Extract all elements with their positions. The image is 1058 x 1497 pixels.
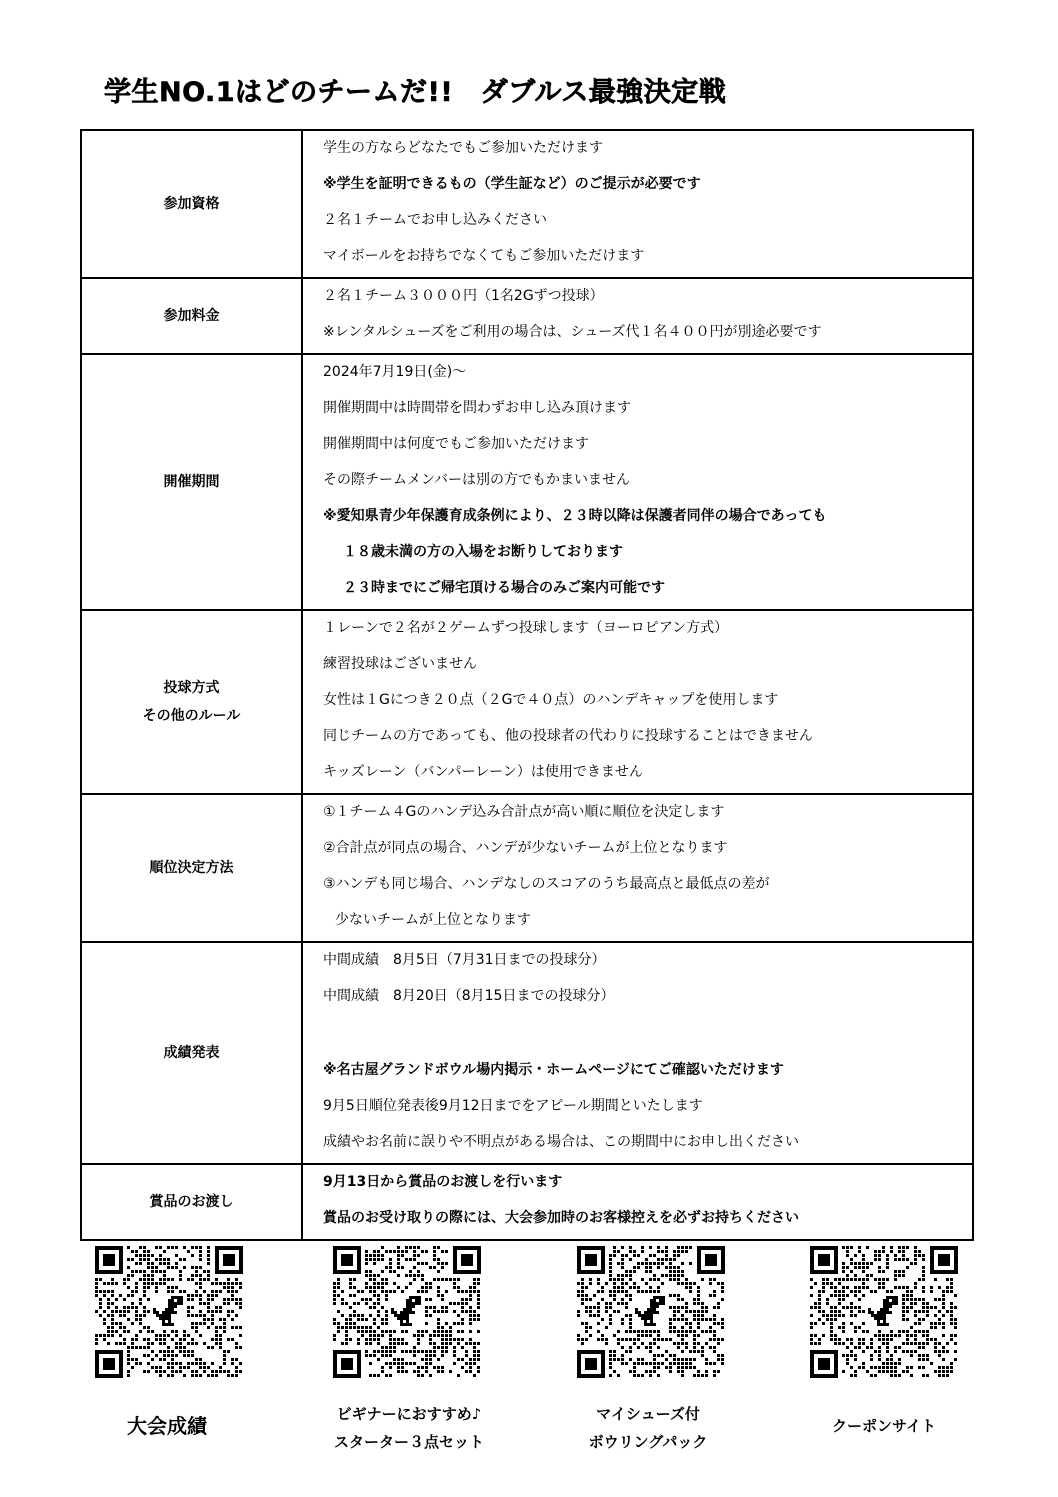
qr-label-line: 大会成績: [127, 1414, 207, 1438]
table-row: [81, 278, 973, 354]
qr-code-row: [0, 1240, 1058, 1480]
table-row: [81, 354, 973, 610]
info-table: [80, 129, 974, 1241]
qr-code-icon: [333, 1246, 481, 1378]
content-line: その際チームメンバーは別の方でもかまいません: [323, 472, 631, 488]
row-label-prizes: 賞品のお渡し: [81, 1164, 302, 1240]
content-line: １８歳未満の方の入場をお断りしております: [343, 544, 623, 560]
content-line: ２名１チームでお申し込みください: [323, 212, 547, 228]
content-line: ※学生を証明できるもの（学生証など）のご提示が必要です: [323, 176, 701, 192]
qr-code-results[interactable]: [95, 1246, 243, 1378]
row-label-rules: [81, 610, 302, 794]
row-content-results: [302, 942, 973, 1164]
row-content-period: [302, 354, 973, 610]
content-line: ※レンタルシューズをご利用の場合は、シューズ代１名４００円が別途必要です: [323, 324, 822, 340]
qr-label-coupon: [779, 1412, 989, 1440]
qr-code-icon: [95, 1246, 243, 1378]
row-label-eligibility: 参加資格: [81, 130, 302, 278]
row-content-rules: [302, 610, 973, 794]
content-line: 開催期間中は時間帯を問わずお申し込み頂けます: [323, 400, 631, 416]
content-line: 開催期間中は何度でもご参加いただけます: [323, 436, 589, 452]
content-line: ①１チーム４Gのハンデ込み合計点が高い順に順位を決定します: [323, 804, 725, 820]
row-content-fee: [302, 278, 973, 354]
qr-label-starter-set: [304, 1400, 514, 1456]
qr-code-coupon[interactable]: [810, 1246, 958, 1378]
content-line: 中間成績 8月5日（7月31日までの投球分）: [323, 952, 606, 968]
content-line: 9月5日順位発表後9月12日までをアピール期間といたします: [323, 1098, 703, 1114]
content-line: 練習投球はございません: [323, 656, 477, 672]
qr-code-icon: [577, 1246, 725, 1378]
content-line: ③ハンデも同じ場合、ハンデなしのスコアのうち最高点と最低点の差が: [323, 876, 770, 892]
qr-label-line: ボウリングパック: [588, 1433, 708, 1451]
qr-label-line: ビギナーにおすすめ♪: [336, 1405, 482, 1423]
content-line: 2024年7月19日(金)～: [323, 364, 467, 380]
content-line: [323, 1017, 972, 1055]
qr-label-results: [62, 1412, 272, 1440]
content-line: ２名１チーム３０００円（1名2Gずつ投球）: [323, 288, 604, 304]
content-line: 成績やお名前に誤りや不明点がある場合は、この期間中にお申し出ください: [323, 1134, 799, 1150]
row-label-ranking: 順位決定方法: [81, 794, 302, 942]
row-label-results: 成績発表: [81, 942, 302, 1164]
content-line: ※名古屋グランドボウル場内掲示・ホームページにてご確認いただけます: [323, 1062, 784, 1078]
row-label-fee: 参加料金: [81, 278, 302, 354]
table-row: [81, 1164, 973, 1240]
row-content-eligibility: [302, 130, 973, 278]
content-line: マイボールをお持ちでなくてもご参加いただけます: [323, 248, 645, 264]
content-line: キッズレーン（バンパーレーン）は使用できません: [323, 764, 643, 780]
row-label-period: 開催期間: [81, 354, 302, 610]
content-line: 賞品のお受け取りの際には、大会参加時のお客様控えを必ずお持ちください: [323, 1210, 799, 1226]
table-row: [81, 794, 973, 942]
content-line: ②合計点が同点の場合、ハンデが少ないチームが上位となります: [323, 840, 728, 856]
content-line: １レーンで２名が２ゲームずつ投球します（ヨーロピアン方式）: [323, 620, 729, 636]
content-line: 少ないチームが上位となります: [335, 912, 531, 928]
content-line: 学生の方ならどなたでもご参加いただけます: [323, 140, 603, 156]
content-line: 同じチームの方であっても、他の投球者の代わりに投球することはできません: [323, 728, 813, 744]
table-row: [81, 130, 973, 278]
qr-code-starter-set[interactable]: [333, 1246, 481, 1378]
qr-label-line: マイシューズ付: [596, 1405, 700, 1423]
qr-code-shoes-pack[interactable]: [577, 1246, 725, 1378]
content-line: 女性は１Gにつき２０点（２Gで４０点）のハンデキャップを使用します: [323, 692, 779, 708]
row-label-line: 投球方式: [163, 680, 220, 696]
content-line: 中間成績 8月20日（8月15日までの投球分）: [323, 988, 615, 1004]
page-title: 学生NO.1はどのチームだ!! ダブルス最強決定戦: [104, 77, 727, 108]
qr-label-line: スターター３点セット: [333, 1433, 484, 1451]
row-content-ranking: [302, 794, 973, 942]
content-line: ２３時までにご帰宅頂ける場合のみご案内可能です: [343, 580, 665, 596]
row-content-prizes: [302, 1164, 973, 1240]
content-line: 9月13日から賞品のお渡しを行います: [323, 1174, 563, 1190]
qr-label-shoes-pack: [543, 1400, 753, 1456]
qr-label-line: クーポンサイト: [832, 1417, 936, 1435]
row-label-line: その他のルール: [142, 708, 241, 724]
qr-code-icon: [810, 1246, 958, 1378]
content-line: ※愛知県青少年保護育成条例により、２３時以降は保護者同伴の場合であっても: [323, 508, 827, 524]
table-row: [81, 610, 973, 794]
table-row: [81, 942, 973, 1164]
